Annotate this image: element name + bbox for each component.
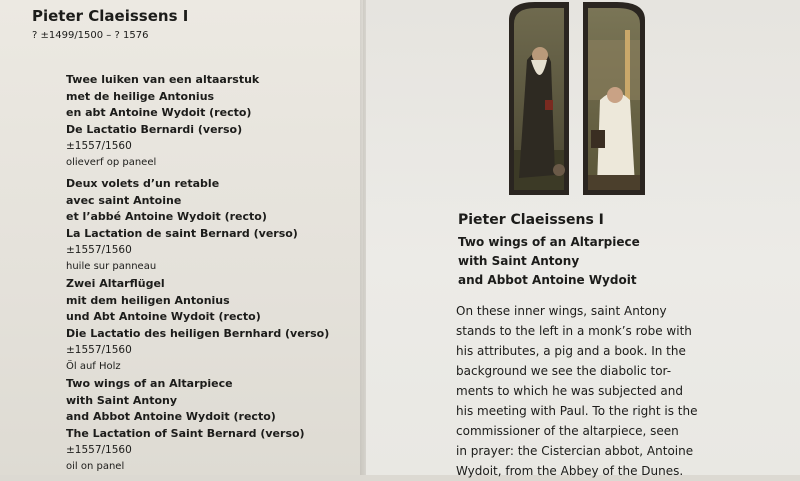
wall-description [456, 301, 741, 481]
wall-artist-name: Pieter Claeissens I [458, 212, 604, 228]
artist-name: Pieter Claeissens I [32, 7, 189, 25]
entry-medium: huile sur panneau [66, 260, 157, 272]
entry-title-line: und Abt Antoine Wydoit (recto) [66, 310, 261, 323]
entry-medium: Öl auf Holz [66, 360, 121, 372]
entry-title-line: en abt Antoine Wydoit (recto) [66, 106, 252, 119]
entry-german [66, 276, 356, 375]
entry-medium: olieverf op paneel [66, 156, 157, 168]
entry-title-line: Deux volets d’un retable [66, 177, 220, 190]
entry-date: ±1557/1560 [66, 344, 132, 356]
museum-label-card [0, 0, 363, 475]
entry-title-line: met de heilige Antonius [66, 89, 215, 103]
description-line: ments to which he was subjected and [456, 384, 684, 398]
entry-date: ±1557/1560 [66, 444, 132, 456]
entry-date: ±1557/1560 [66, 140, 132, 152]
description-line: On these inner wings, saint Antony [456, 304, 667, 318]
entry-english [66, 376, 356, 475]
description-line: Wydoit, from the Abbey of the Dunes. [456, 464, 684, 478]
altarpiece-wings-painting [505, 0, 655, 200]
wall-title-line: Two wings of an Altarpiece [458, 235, 640, 249]
entry-title-line: Zwei Altarflügel [66, 277, 165, 290]
entry-title-line: et l’abbé Antoine Wydoit (recto) [66, 210, 267, 223]
description-line: stands to the left in a monk’s robe with [456, 324, 692, 338]
right-wing-panel [583, 2, 645, 195]
entry-date: ±1557/1560 [66, 244, 132, 256]
entry-dutch [66, 72, 356, 171]
entry-title-line: La Lactation de saint Bernard (verso) [66, 226, 298, 240]
entry-title-line: avec saint Antoine [66, 193, 182, 207]
description-line: his attributes, a pig and a book. In the [456, 344, 686, 358]
artist-dates: ? ±1499/1500 – ? 1576 [32, 30, 149, 41]
wall-artwork-title [458, 233, 778, 290]
entry-title-line: Die Lactatio des heiligen Bernhard (verso) [66, 326, 330, 340]
description-line: his meeting with Paul. To the right is the [456, 404, 698, 418]
entry-title-line: Twee luiken van een altaarstuk [66, 73, 260, 86]
entry-title-line: and Abbot Antoine Wydoit (recto) [66, 410, 276, 423]
entry-title-line: Two wings of an Altarpiece [66, 377, 233, 390]
entry-medium: oil on panel [66, 460, 125, 472]
entry-french [66, 176, 356, 275]
description-line: background we see the diabolic tor- [456, 364, 672, 378]
description-line: commissioner of the altarpiece, seen [456, 424, 679, 438]
entry-title-line: De Lactatio Bernardi (verso) [66, 122, 243, 136]
entry-title-line: with Saint Antony [66, 393, 178, 407]
description-line: in prayer: the Cistercian abbot, Antoine [456, 444, 694, 458]
left-wing-panel [509, 2, 569, 195]
entry-title-line: mit dem heiligen Antonius [66, 293, 230, 307]
wall-title-line: and Abbot Antoine Wydoit [458, 273, 637, 287]
entry-title-line: The Lactation of Saint Bernard (verso) [66, 426, 305, 440]
wall-title-line: with Saint Antony [458, 254, 580, 268]
